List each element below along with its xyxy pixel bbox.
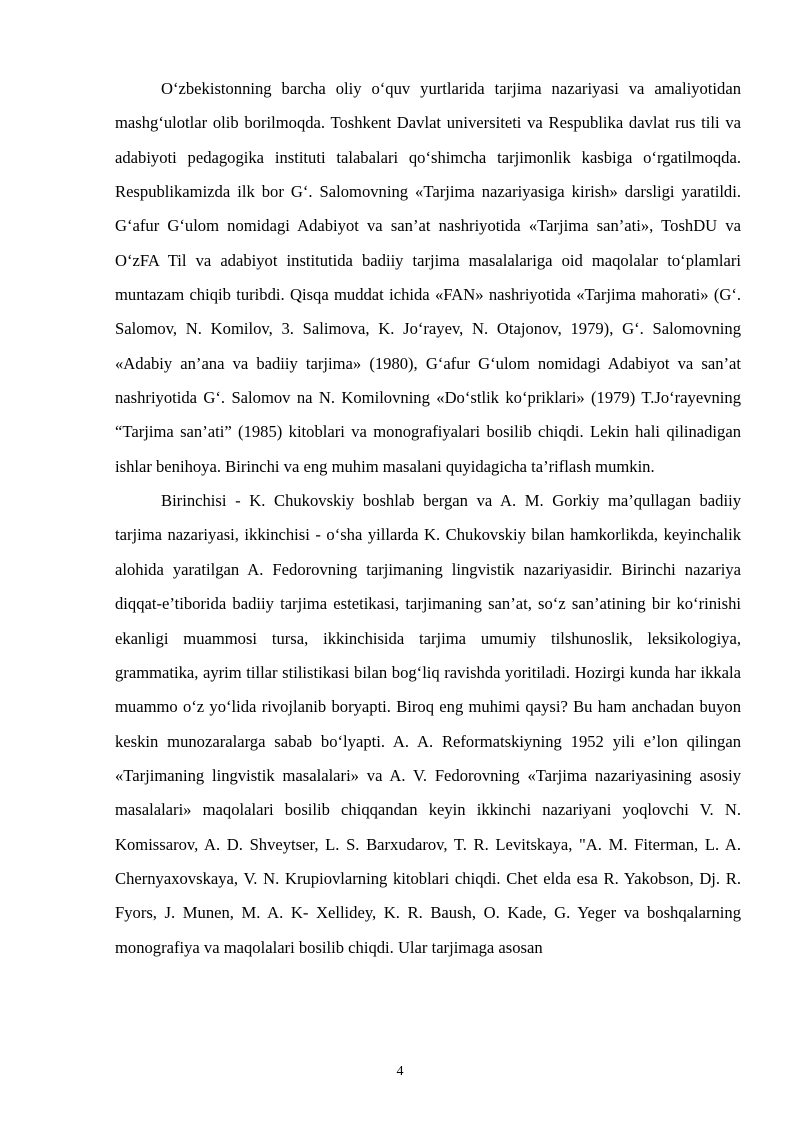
document-body (115, 72, 741, 965)
page-number: 4 (396, 1064, 404, 1079)
paragraph-2: Birinchisi - K. Chukovskiy boshlab bergan va A. M. Gorkiy ma’qullagan badiiy tarjima nazariyasi, ikkinchisi - o‘sha yillarda K. Chukovskiy bilan hamkorlikda, keyinchalik alohida yaratilgan A. Fedorovning tarjimaning lingvistik nazariyasidir. Birinchi nazariya diqqat-e’tiborida badiiy tarjima estetikasi, tarjimaning san’at, so‘z san’atining bir ko‘rinishi ekanligi muammosi tursa, ikkinchisida tarjima umumiy tilshunoslik, leksikologiya, grammatika, ayrim tillar stilistikasi bilan bog‘liq ravishda yoritiladi. Hozirgi kunda har ikkala muammo o‘z yo‘lida rivojlanib boryapti. Biroq eng muhimi qaysi? Bu ham anchadan buyon keskin munozaralarga sabab bo‘lyapti. A. A. Reformatskiyning 1952 yili e’lon qilingan «Tarjimaning lingvistik masalalari» va A. V. Fedorovning «Tarjima nazariyasining asosiy masalalari» maqolalari bosilib chiqqandan keyin ikkinchi nazariyani yoqlovchi V. N. Komissarov, A. D. Shveytser, L. S. Barxudarov, T. R. Levitskaya, "A. M. Fiterman, L. A. Chernyaxovskaya, V. N. Krupiovlarning kitoblari chiqdi. Chet elda esa R. Yakobson, Dj. R. Fyors, J. Munen, M. A. K- Xellidey, K. R. Baush, O. Kade, G. Yeger va boshqalarning monografiya va maqolalari bosilib chiqdi. Ular tarjimaga asosan (115, 491, 741, 957)
paragraph-1: O‘zbekistonning barcha oliy o‘quv yurtlarida tarjima nazariyasi va amaliyotidan mashg‘ulotlar olib borilmoqda. Toshkent Davlat universiteti va Respublika davlat rus tili va adabiyoti pedagogika instituti talabalari qo‘shimcha tarjimonlik kasbiga o‘rgatilmoqda. Respublikamizda ilk bor G‘. Salomovning «Tarjima nazariyasiga kirish» darsligi yaratildi. G‘afur G‘ulom nomidagi Adabiyot va san’at nashriyotida «Tarjima san’ati», ToshDU va O‘zFA Til va adabiyot institutida badiiy tarjima masalalariga oid maqolalar to‘plamlari muntazam chiqib turibdi. Qisqa muddat ichida «FAN» nashriyotida «Tarjima mahorati» (G‘. Salomov, N. Komilov, 3. Salimova, K. Jo‘rayev, N. Otajonov, 1979), G‘. Salomovning «Adabiy an’ana va badiiy tarjima» (1980), G‘afur G‘ulom nomidagi Adabiyot va san’at nashriyotida G‘. Salomov na N. Komilovning «Do‘stlik ko‘priklari» (1979) T.Jo‘rayevning “Tarjima san’ati” (1985) kitoblari va monografiyalari bosilib chiqdi. Lekin hali qilinadigan ishlar benihoya. Birinchi va eng muhim masalani quyidagicha ta’riflash mumkin. (115, 79, 741, 476)
